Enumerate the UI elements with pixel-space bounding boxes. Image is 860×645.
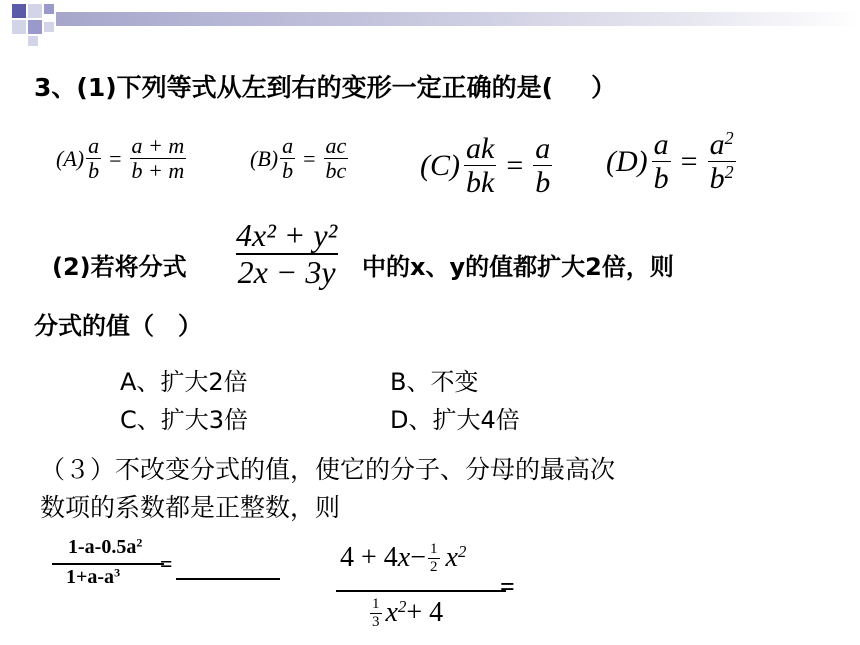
header-text: 3、(1)下列等式从左到右的变形一定正确的是(	[34, 73, 554, 102]
part2-suffix: 中的x、y的值都扩大2倍，则	[362, 253, 674, 281]
option-a: (A) $\frac{a}{b}$ = $\frac{a + m}{b + m}$	[56, 133, 185, 184]
choice-c: C、扩大3倍	[120, 406, 249, 434]
decor-square	[12, 20, 26, 34]
choice-b: B、不变	[390, 368, 479, 396]
decor-square	[28, 20, 42, 34]
expr1-fraction-bar	[52, 563, 164, 565]
decor-square	[28, 36, 38, 46]
fraction: $\frac{ak}{bk}$	[466, 132, 495, 199]
fraction: $\frac{ac}{bc}$	[325, 133, 347, 184]
part2-prefix: (2)若将分式	[52, 253, 187, 281]
fraction: $\frac{a^2}{b^2}$	[709, 128, 734, 195]
part2-fraction: $\frac{\text{4x² + y²}}{2x - 3y}$	[236, 217, 338, 291]
decor-square	[12, 4, 26, 18]
choice-d: D、扩大4倍	[390, 406, 520, 434]
choice-a: A、扩大2倍	[120, 368, 248, 396]
option-c: (C) $\frac{ak}{bk}$ = $\frac{a}{b}$	[420, 132, 551, 199]
part2-line2: 分式的值（ ）	[34, 312, 202, 340]
option-b-label: (B)	[250, 145, 279, 171]
fraction: $\frac{a}{b}$	[88, 133, 100, 184]
fraction: $\frac{a}{b}$	[535, 132, 551, 199]
expr1-denominator: $1+a-a^3$	[66, 565, 121, 588]
option-c-label: (C)	[420, 148, 460, 182]
fraction: $\frac{a}{b}$	[653, 128, 669, 195]
part3-line2: 数项的系数都是正整数，则	[40, 493, 341, 522]
expr2-numerator: 4 + 4 x − $\frac{1}{2}$ $x^2$	[340, 541, 467, 575]
expr1-numerator: $1-a-0.5a^2$	[68, 535, 143, 558]
option-b: (B) $\frac{a}{b}$ = $\frac{ac}{bc}$	[250, 133, 347, 184]
expr2-equals: =	[500, 572, 515, 601]
decor-top-bar	[56, 12, 860, 26]
expr1-equals: =	[160, 551, 173, 576]
header-close: ）	[591, 73, 617, 102]
fraction: $\frac{a + m}{b + m}$	[131, 133, 185, 184]
answer-blank-1	[176, 578, 280, 580]
fraction: $\frac{a}{b}$	[282, 133, 294, 184]
decor-square	[28, 4, 42, 18]
decor-square	[44, 22, 54, 32]
question-header	[34, 68, 616, 104]
decor-square	[44, 4, 54, 14]
option-d-label: (D)	[606, 144, 648, 178]
expr2-denominator: $\frac{1}{3}$ $x^2$ + 4	[372, 596, 444, 630]
part3-line1: （３）不改变分式的值，使它的分子、分母的最高次	[40, 455, 616, 484]
option-a-label: (A)	[56, 145, 85, 171]
expr2-fraction-bar	[336, 590, 506, 592]
option-d: (D) $\frac{a}{b}$ = $\frac{a^2}{b^2}$	[606, 128, 734, 195]
